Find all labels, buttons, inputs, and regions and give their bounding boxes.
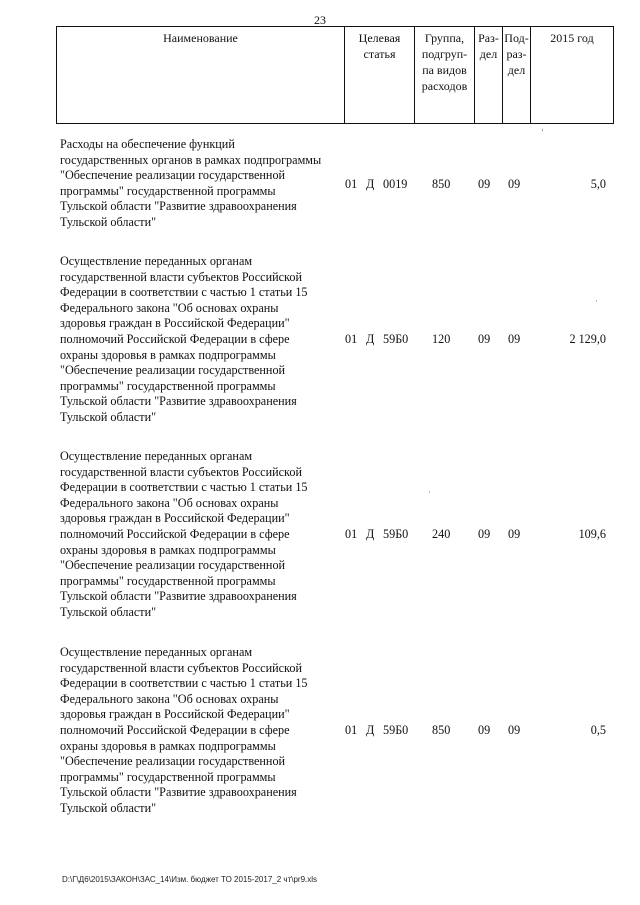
row-subsection: 09 [508, 723, 521, 737]
row-group: 850 [432, 723, 451, 737]
row-code-subprogram: Д [366, 177, 375, 191]
row-code-article: 0019 [383, 177, 408, 191]
file-path-footer: D:\Г\Д6\2015\ЗАКОН\ЗАС_14\Изм. бюджет ТО 2015-2017_2 чт\pr9.xls [62, 875, 318, 884]
row-subsection: 09 [508, 527, 521, 541]
row-code-article: 59Б0 [383, 527, 409, 541]
page-number: 23 [314, 13, 326, 27]
row-amount: 109,6 [578, 527, 606, 541]
row-section: 09 [478, 723, 491, 737]
row-subsection: 09 [508, 332, 521, 346]
row-section: 09 [478, 177, 491, 191]
row-group: 240 [432, 527, 451, 541]
column-header-subsection: Под- раз- дел [502, 27, 530, 123]
row-code-program: 01 [345, 723, 358, 737]
row-group: 850 [432, 177, 451, 191]
row-code-article: 59Б0 [383, 332, 409, 346]
column-header-year: 2015 год [530, 27, 613, 123]
column-header-section: Раз- дел [474, 27, 502, 123]
table-row [56, 254, 614, 429]
row-amount: 5,0 [590, 177, 606, 191]
column-header-target: Целевая статья [344, 27, 414, 123]
scan-artifact: · [595, 296, 598, 306]
scan-artifact: · [428, 487, 431, 497]
row-code-program: 01 [345, 332, 358, 346]
row-code-subprogram: Д [366, 723, 375, 737]
table-row [56, 137, 614, 233]
row-name: Осуществление переданных органам государственной власти субъектов Российской Федерации в соответствии с частью 1 статьи 15 Федерального закона "Об основах охраны здоровья граждан в Российской Федерации" полномочий Российской Федерации в сфере охраны здоровья в рамках подпрограммы "Обеспечение реализации государственной программы" государственной программы Тульской области "Развитие здравоохранения Тульской области" [60, 254, 308, 424]
table-row [56, 645, 614, 820]
row-name: Осуществление переданных органам государственной власти субъектов Российской Федерации в соответствии с частью 1 статьи 15 Федерального закона "Об основах охраны здоровья граждан в Российской Федерации" полномочий Российской Федерации в сфере охраны здоровья в рамках подпрограммы "Обеспечение реализации государственной программы" государственной программы Тульской области "Развитие здравоохранения Тульской области" [60, 449, 308, 619]
row-name: Расходы на обеспечение функций государственных органов в рамках подпрограммы "Обеспечение реализации государственной программы" государственной программы Тульской области "Развитие здравоохранения Тульской области" [60, 137, 322, 229]
row-subsection: 09 [508, 177, 521, 191]
row-code-subprogram: Д [366, 332, 375, 346]
row-code-program: 01 [345, 527, 358, 541]
row-section: 09 [478, 527, 491, 541]
column-header-name: Наименование [163, 31, 238, 45]
column-header-group: Группа, подгруп- па видов расходов [414, 27, 474, 123]
scan-artifact: ʻ [541, 127, 544, 137]
row-name: Осуществление переданных органам государственной власти субъектов Российской Федерации в соответствии с частью 1 статьи 15 Федерального закона "Об основах охраны здоровья граждан в Российской Федерации" полномочий Российской Федерации в сфере охраны здоровья в рамках подпрограммы "Обеспечение реализации государственной программы" государственной программы Тульской области "Развитие здравоохранения Тульской области" [60, 645, 308, 815]
row-code-subprogram: Д [366, 527, 375, 541]
row-amount: 2 129,0 [569, 332, 606, 346]
row-section: 09 [478, 332, 491, 346]
table-row [56, 449, 614, 624]
table-header [56, 26, 614, 124]
row-code-program: 01 [345, 177, 358, 191]
row-group: 120 [432, 332, 451, 346]
row-code-article: 59Б0 [383, 723, 409, 737]
row-amount: 0,5 [590, 723, 606, 737]
